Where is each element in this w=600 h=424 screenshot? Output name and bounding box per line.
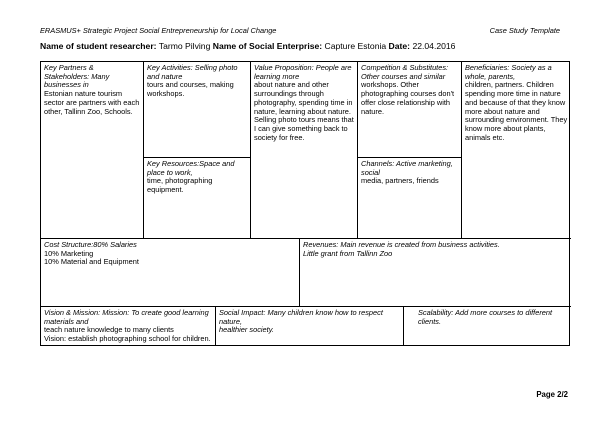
revenues-label: Revenues: Main revenue is created from business activities. Little grant from Tallinn Zoo	[303, 240, 500, 258]
key-partners-text: Estonian nature tourism sector are partners with each other, Tallinn Zoo, Schools.	[44, 89, 140, 116]
enterprise-label: Name of Social Enterprise:	[212, 41, 323, 51]
vision-mission-text: teach nature knowledge to many clients Vision: establish photographing school for children.	[44, 325, 211, 344]
document-header-template: Case Study Template	[489, 26, 560, 35]
social-impact-label: Social Impact: Many children know how to respect nature, healthier society.	[219, 308, 383, 335]
beneficiaries-label: Beneficiaries: Society as a whole, parents,	[465, 63, 552, 81]
vision-mission-cell	[41, 307, 215, 347]
date-value: 22.04.2016	[412, 41, 456, 51]
key-activities-cell	[144, 62, 250, 157]
value-proposition-label: Value Proposition: People are learning more	[254, 63, 352, 81]
vision-mission-label: Vision & Mission: Mission: To create good learning materials and	[44, 308, 209, 326]
competition-text: workshops. Other photographing courses don't offer close relationship with nature.	[361, 80, 455, 116]
channels-cell	[358, 158, 461, 238]
business-model-canvas	[40, 61, 570, 346]
competition-cell	[358, 62, 461, 157]
channels-label: Channels: Active marketing, social	[361, 159, 453, 177]
revenues-cell	[300, 239, 571, 306]
competition-label: Competition & Substitutes: Other courses and similar	[361, 63, 449, 81]
key-resources-text: time, photographing equipment.	[147, 176, 213, 195]
key-partners-cell	[41, 62, 143, 238]
enterprise-value: Capture Estonia	[324, 41, 387, 51]
cost-structure-cell	[41, 239, 299, 306]
page-number: Page 2/2	[536, 390, 568, 399]
key-activities-text: tours and courses, making workshops.	[147, 80, 234, 99]
key-resources-cell	[144, 158, 250, 238]
key-resources-label: Key Resources:Space and place to work,	[147, 159, 235, 177]
date-label: Date:	[388, 41, 411, 51]
researcher-value: Tarmo Pilving	[158, 41, 211, 51]
researcher-label: Name of student researcher:	[40, 41, 157, 51]
value-proposition-cell	[251, 62, 357, 238]
cost-structure-text: 10% Marketing 10% Material and Equipment	[44, 248, 139, 267]
beneficiaries-text: children, partners. Children spending more time in nature and because of that they know more about nature and surrounding environment. They know more about plants, animals etc.	[465, 80, 568, 142]
meta-line	[40, 41, 455, 51]
cost-structure-label: Cost Structure:80% Salaries	[44, 240, 137, 249]
key-partners-label: Key Partners & Stakeholders: Many businesses in	[44, 63, 110, 90]
social-impact-cell	[216, 307, 403, 347]
scalability-cell	[404, 307, 571, 347]
scalability-label: Scalability: Add more courses to different clients.	[418, 308, 553, 326]
channels-text: media, partners, friends	[361, 176, 439, 186]
key-activities-label: Key Activities: Selling photo and nature	[147, 63, 238, 81]
beneficiaries-cell	[462, 62, 571, 238]
document-header-title: ERASMUS+ Strategic Project Social Entrepreneurship for Local Change	[40, 26, 277, 35]
value-proposition-text: about nature and other surroundings through photography, spending time in nature, learning about nature. Selling photo tours means that I can give something back to society for free.	[254, 80, 354, 142]
